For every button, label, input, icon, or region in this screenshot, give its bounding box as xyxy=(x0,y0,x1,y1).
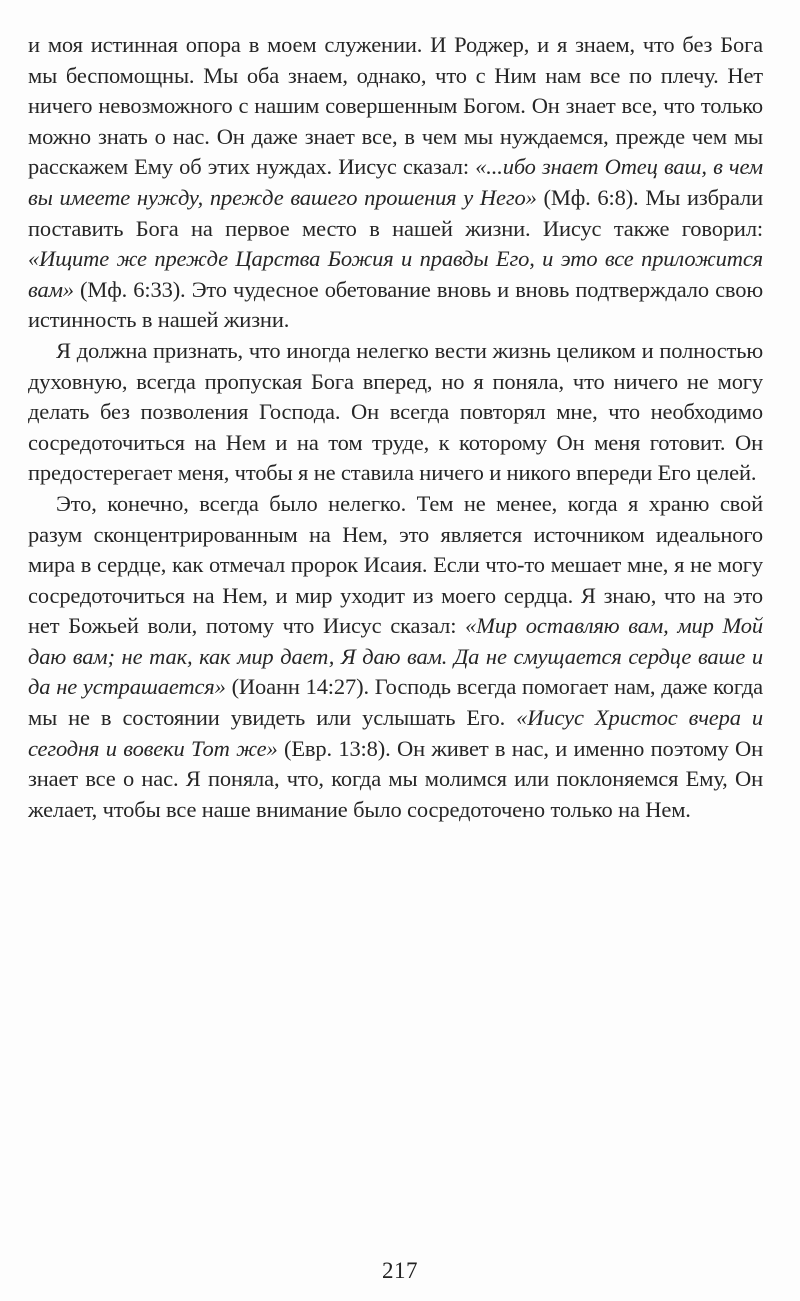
quote-john-14-27: «Мир оставляю вам, мир Мой даю вам; не так, как мир дает, Я даю вам. Да не смущается сердце ваше и да не устрашается» xyxy=(28,613,763,700)
quote-hebrews-13-8: «Иисус Христос вчера и сегодня и вовеки Тот же» xyxy=(28,705,763,761)
paragraph-2 xyxy=(28,336,763,489)
page-number: 217 xyxy=(382,1258,418,1283)
paragraph-1-run-3: (Мф. 6:8). Мы избрали поставить Бога на первое место в нашей жизни. Иисус также говорил: xyxy=(28,184,763,241)
paragraph-3 xyxy=(28,489,763,826)
quote-matthew-6-33: «Ищите же прежде Царства Божия и правды Его, и это все приложится вам» xyxy=(28,246,763,302)
paragraph-1 xyxy=(28,30,763,336)
quote-matthew-6-8: «...ибо знает Отец ваш, в чем вы имеете нужду, прежде вашего прошения у Него» xyxy=(28,154,763,210)
paragraph-3-run-1: Это, конечно, всегда было нелегко. Тем не менее, когда я храню свой разум сконцентрированным на Нем, это является источником идеального мира в сердце, как отмечал пророк Исаия. Если что-то мешает мне, я не могу сосредоточиться на Нем, и мир уходит из моего сердца. Я знаю, что на это нет Божьей воли, потому что Иисус сказал: xyxy=(28,490,763,639)
paragraph-2-run-1: Я должна признать, что иногда нелегко вести жизнь целиком и полностью духовную, всегда пропуская Бога вперед, но я поняла, что ничего не могу делать без позволения Господа. Он всегда повторял мне, что необходимо сосредоточиться на Нем и на том труде, к которому Он меня готовит. Он предостерегает меня, чтобы я не ставила ничего и никого впереди Его целей. xyxy=(28,337,763,486)
body-text xyxy=(28,30,763,825)
paragraph-1-run-5: (Мф. 6:33). Это чудесное обетование вновь и вновь подтверждало свою истинность в нашей жизни. xyxy=(28,276,763,333)
paragraph-3-run-3: (Иоанн 14:27). Господь всегда помогает нам, даже когда мы не в состоянии увидеть или услышать Его. xyxy=(28,674,763,731)
paragraph-3-run-5: (Евр. 13:8). Он живет в нас, и именно поэтому Он знает все о нас. Я поняла, что, когда мы молимся или поклоняемся Ему, Он желает, чтобы все наше внимание было сосредоточено только на Нем. xyxy=(28,735,763,822)
paragraph-1-run-1: и моя истинная опора в моем служении. И Роджер, и я знаем, что без Бога мы беспомощны. Мы оба знаем, однако, что с Ним нам все по плечу. Нет ничего невозможного с нашим совершенным Богом. Он знает все, что только можно знать о нас. Он даже знает все, в чем мы нуждаемся, прежде чем мы расскажем Ему об этих нуждах. Иисус сказал: xyxy=(28,32,763,180)
